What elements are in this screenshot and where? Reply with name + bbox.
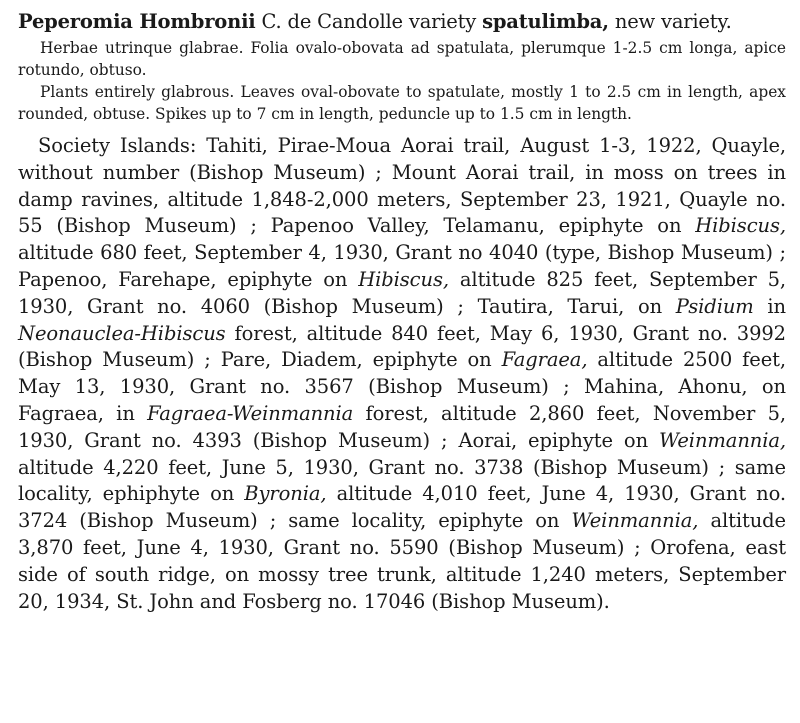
- taxon-italic: Fagraea,: [501, 348, 588, 372]
- diagnosis-block: [18, 37, 786, 125]
- taxon-italic: Hibiscus,: [358, 267, 449, 291]
- taxon-heading: [18, 8, 786, 35]
- specimen-text: altitude 825 feet, September 5, 1930, Grant no. 4060 (Bishop Museum) ; Tautira, Tarui, on: [18, 267, 786, 318]
- taxon-italic: Weinmannia,: [571, 509, 699, 533]
- specimen-text: forest, altitude 2,860 feet, November 5, 1930, Grant no. 4393 (Bishop Museum) ; Aorai, epiphyte on: [18, 401, 786, 452]
- specimen-text: altitude 4,010 feet, June 4, 1930, Grant no. 3724 (Bishop Museum) ; same locality, epiphyte on: [18, 482, 787, 533]
- specimen-text: Society Islands: Tahiti, Pirae-Moua Aorai trail, August 1-3, 1922, Quayle, without number (Bishop Museum) ; Mount Aorai trail, in moss on trees in damp ravines, altitude 1,848-2,000 meters, September 23, 1921, Quayle no. 55 (Bishop Museum) ; Papenoo Valley, Telamanu, epiphyte on: [18, 134, 786, 238]
- english-description: Plants entirely glabrous. Leaves oval-obovate to spatulate, mostly 1 to 2.5 cm in length, apex rounded, obtuse. Spikes up to 7 cm in length, peduncle up to 1.5 cm in length.: [18, 83, 786, 123]
- taxon-italic: Weinmannia,: [659, 428, 786, 452]
- specimen-text: altitude 4,220 feet, June 5, 1930, Grant no. 3738 (Bishop Museum) ; same locality, ephiphyte on: [18, 455, 786, 506]
- document-page: [18, 8, 786, 615]
- taxon-variety: spatulimba,: [482, 10, 609, 33]
- specimen-text: altitude 3,870 feet, June 4, 1930, Grant no. 5590 (Bishop Museum) ; Orofena, east side of south ridge, on mossy tree trunk, altitude 1,240 meters, September 20, 1934, St. John and Fosberg no. 17046 (Bishop Museum).: [18, 509, 787, 613]
- specimen-text: altitude 680 feet, September 4, 1930, Grant no 4040 (type, Bishop Museum) ; Papenoo, Farehape, epiphyte on: [18, 241, 786, 291]
- taxon-italic: Hibiscus,: [695, 214, 786, 238]
- taxon-name: Peperomia Hombronii: [18, 10, 256, 33]
- specimen-text: forest, altitude 840 feet, May 6, 1930, Grant no. 3992 (Bishop Museum) ; Pare, Diadem, epiphyte on: [18, 321, 786, 372]
- taxon-author: C. de Candolle variety: [261, 10, 477, 33]
- taxon-italic: Byronia,: [244, 482, 327, 506]
- specimens-block: [18, 133, 786, 615]
- taxon-italic: Neonauclea-Hibiscus: [18, 321, 226, 345]
- specimens-paragraph: [18, 133, 786, 615]
- taxon-status: new variety.: [614, 10, 732, 33]
- specimen-text: altitude 2500 feet, May 13, 1930, Grant no. 3567 (Bishop Museum) ; Mahina, Ahonu, on Fagraea, in: [18, 348, 786, 425]
- taxon-italic: Psidium: [675, 294, 754, 318]
- specimen-text: in: [753, 294, 786, 318]
- latin-description: Herbae utrinque glabrae. Folia ovalo-obovata ad spatulata, plerumque 1-2.5 cm longa, apice rotundo, obtuso.: [18, 39, 786, 79]
- taxon-italic: Fagraea-Weinmannia: [147, 401, 354, 425]
